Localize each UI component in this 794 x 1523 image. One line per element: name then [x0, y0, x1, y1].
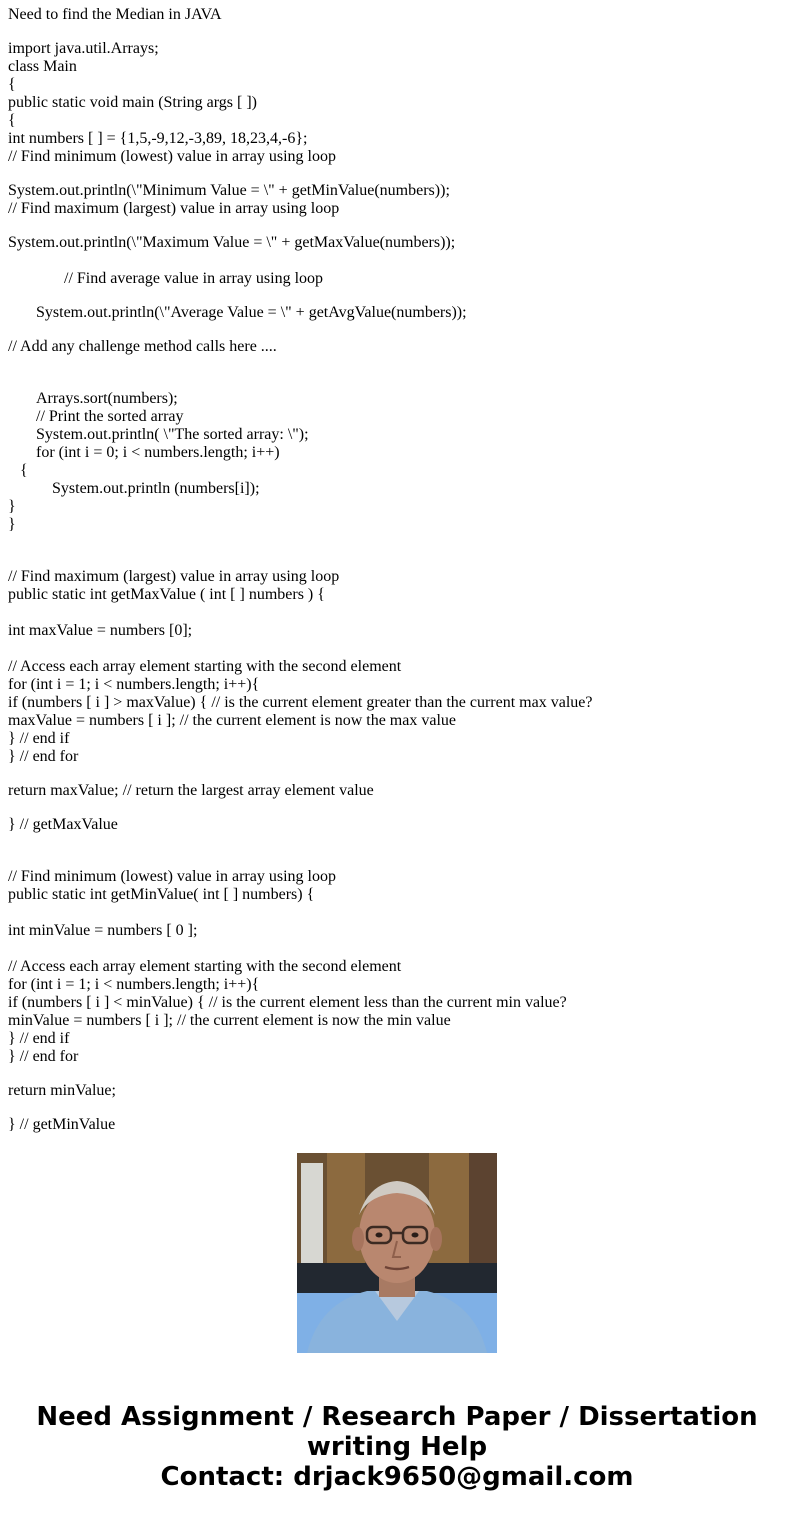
blank-line: [8, 1100, 786, 1116]
code-line: // Find maximum (largest) value in array using loop: [8, 200, 340, 217]
code-line: // Find minimum (lowest) value in array using loop: [8, 868, 336, 885]
code-line: public static void main (String args [ ]): [8, 94, 257, 111]
blank-line: [8, 218, 786, 234]
blank-line: [8, 766, 786, 782]
author-photo-illustration: [297, 1153, 497, 1353]
code-line: } // end for: [8, 1048, 79, 1065]
code-line: class Main: [8, 58, 77, 75]
code-line: } // end if: [8, 1030, 70, 1047]
code-line: for (int i = 0; i < numbers.length; i++): [36, 444, 280, 461]
question-content: [8, 6, 786, 1133]
code-line: if (numbers [ i ] < minValue) { // is the current element less than the current min value?: [8, 994, 567, 1011]
code-line: } // getMaxValue: [8, 816, 118, 833]
code-line: }: [8, 516, 16, 533]
blank-line: [8, 1066, 786, 1082]
code-line: return minValue;: [8, 1082, 116, 1099]
code-line: // Access each array element starting with the second element: [8, 658, 402, 675]
contact-banner-line: Need Assignment / Research Paper / Dissertation: [36, 1402, 758, 1432]
blank-line: [8, 940, 786, 958]
code-line: Arrays.sort(numbers);: [36, 390, 178, 407]
blank-line: [8, 166, 786, 182]
blank-line: [8, 550, 786, 568]
code-line: public static int getMaxValue ( int [ ] numbers ) {: [8, 586, 325, 603]
code-line: int minValue = numbers [ 0 ];: [8, 922, 198, 939]
code-line: // Find maximum (largest) value in array using loop: [8, 568, 340, 585]
blank-line: [8, 322, 786, 338]
code-line: // Print the sorted array: [36, 408, 184, 425]
code-line: int numbers [ ] = {1,5,-9,12,-3,89, 18,23,4,-6};: [8, 130, 308, 147]
question-title: Need to find the Median in JAVA: [8, 6, 222, 23]
blank-line: [8, 356, 786, 372]
code-line: System.out.println( \"The sorted array: \");: [36, 426, 309, 443]
code-line: } // getMinValue: [8, 1116, 116, 1133]
code-line: for (int i = 1; i < numbers.length; i++){: [8, 976, 260, 993]
code-line: int maxValue = numbers [0];: [8, 622, 193, 639]
code-line: System.out.println(\"Maximum Value = \" + getMaxValue(numbers));: [8, 234, 456, 251]
code-line: }: [8, 498, 16, 515]
code-line: minValue = numbers [ i ]; // the current element is now the min value: [8, 1012, 451, 1029]
blank-line: [8, 800, 786, 816]
code-line: if (numbers [ i ] > maxValue) { // is the current element greater than the current max value?: [8, 694, 593, 711]
code-line: System.out.println (numbers[i]);: [52, 480, 260, 497]
blank-line: [8, 252, 786, 270]
blank-line: [8, 850, 786, 868]
blank-line: [8, 904, 786, 922]
code-block: [8, 40, 786, 1134]
code-line: // Find average value in array using loop: [64, 270, 324, 287]
code-line: } // end for: [8, 748, 79, 765]
code-line: System.out.println(\"Average Value = \" + getAvgValue(numbers));: [36, 304, 467, 321]
blank-line: [8, 288, 786, 304]
code-line: return maxValue; // return the largest array element value: [8, 782, 374, 799]
code-line: import java.util.Arrays;: [8, 40, 159, 57]
code-line: // Access each array element starting with the second element: [8, 958, 402, 975]
blank-line: [8, 534, 786, 550]
contact-banner: [0, 1402, 794, 1492]
code-line: System.out.println(\"Minimum Value = \" + getMinValue(numbers));: [8, 182, 450, 199]
blank-line: [8, 834, 786, 850]
blank-line: [8, 372, 786, 390]
code-line: {: [8, 112, 16, 129]
code-line: maxValue = numbers [ i ]; // the current element is now the max value: [8, 712, 456, 729]
code-line: for (int i = 1; i < numbers.length; i++){: [8, 676, 260, 693]
blank-line: [8, 604, 786, 622]
author-avatar: [297, 1153, 497, 1353]
contact-email: Contact: drjack9650@gmail.com: [160, 1462, 634, 1492]
code-line: } // end if: [8, 730, 70, 747]
code-line: {: [8, 76, 16, 93]
code-line: {: [20, 462, 28, 479]
code-line: // Add any challenge method calls here ....: [8, 338, 277, 355]
blank-line: [8, 640, 786, 658]
contact-banner-line: writing Help: [306, 1432, 488, 1462]
code-line: // Find minimum (lowest) value in array using loop: [8, 148, 336, 165]
code-line: public static int getMinValue( int [ ] numbers) {: [8, 886, 315, 903]
